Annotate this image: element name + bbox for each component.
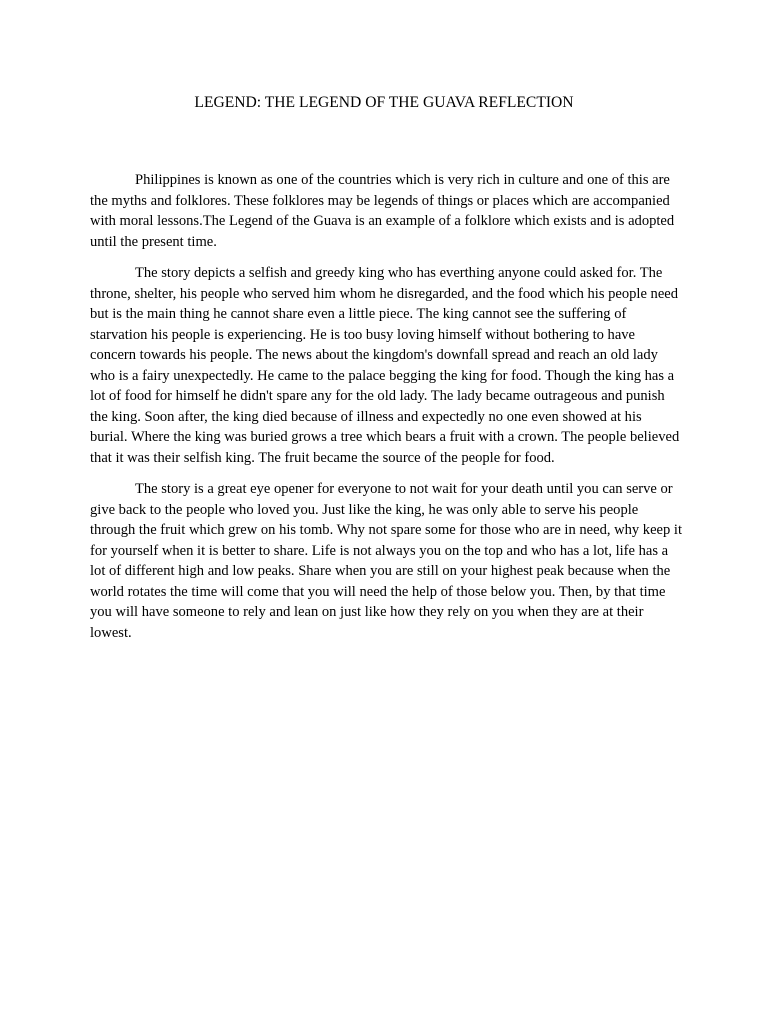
document-title: LEGEND: THE LEGEND OF THE GUAVA REFLECTION bbox=[194, 94, 574, 111]
document-body bbox=[90, 170, 682, 654]
paragraph-intro: Philippines is known as one of the countries which is very rich in culture and one of this are the myths and folklores. These folklores may be legends of things or places which are accompanied with moral lessons.The Legend of the Guava is an example of a folklore which exists and is adopted until the present time. bbox=[90, 172, 675, 250]
paragraph-reflection: The story is a great eye opener for everyone to not wait for your death until you can serve or give back to the people who loved you. Just like the king, he was only able to serve his people through the fruit which grew on his tomb. Why not spare some for those who are in need, why keep it for yourself when it is better to share. Life is not always you on the top and who has a lot, life has a lot of different high and low peaks. Share when you are still on your highest peak because when the world rotates the time will come that you will need the help of those below you. Then, by that time you will have someone to rely and lean on just like how they rely on you when they are at their lowest. bbox=[90, 481, 682, 641]
paragraph-story-summary: The story depicts a selfish and greedy king who has everthing anyone could asked for. The throne, shelter, his people who served him whom he disregarded, and the food which his people need but is the main thing he cannot share even a little piece. The king cannot see the suffering of starvation his people is experiencing. He is too busy loving himself without bothering to have concern towards his people. The news about the kingdom's downfall spread and reach an old lady who is a fairy unexpectedly. He came to the palace begging the king for food. Though the king has a lot of food for himself he didn't spare any for the old lady. The lady became outrageous and punish the king. Soon after, the king died because of illness and expectedly no one even showed at his burial. Where the king was buried grows a tree which bears a fruit with a crown. The people believed that it was their selfish king. The fruit became the source of the people for food. bbox=[90, 265, 680, 466]
